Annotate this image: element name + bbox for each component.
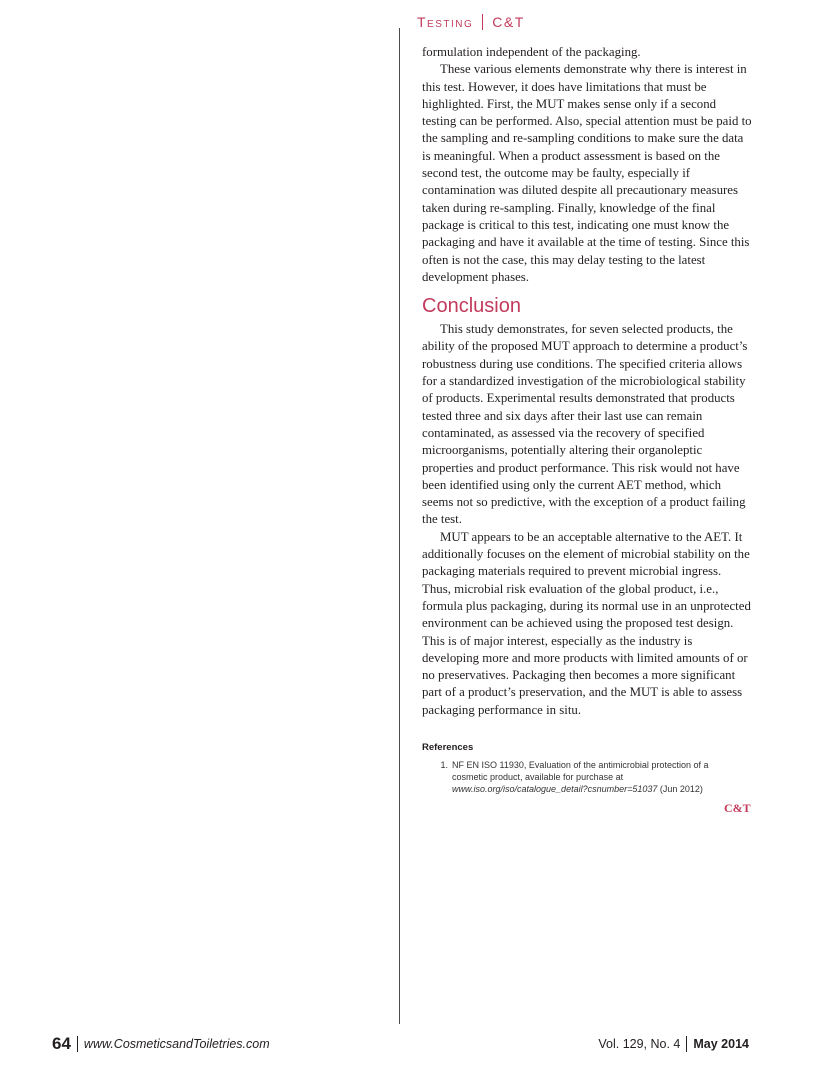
- page-number: 64: [52, 1034, 71, 1053]
- end-mark-logo: C&T: [724, 801, 751, 815]
- footer-divider: [686, 1036, 687, 1052]
- page-footer: [52, 1034, 749, 1054]
- body-paragraph: These various elements demonstrate why there is interest in this test. However, it does have limitations that must be highlighted. First, the MUT makes sense only if a second testing can be performed. Also, special attention must be paid to the sampling and re-sampling conditions to make sure the data is meaningful. When a product assessment is based on the second test, the outcome may be faulty, especially if contamination was diluted despite all precautionary measures taken during re-sampling. Finally, knowledge of the final package is critical to this test, indicating one must know the packaging and have it available at the time of testing. Since this often is not the case, this may delay testing to the latest development phases.: [422, 62, 752, 284]
- footer-date: May 2014: [693, 1037, 749, 1051]
- body-paragraph: This study demonstrates, for seven selected products, the ability of the proposed MUT approach to determine a product’s robustness during use conditions. The specified criteria allows for a standardized investigation of the microbiological stability of products. Experimental results demonstrated that products tested three and six days after their last use can remain contaminated, as assessed via the recovery of specified microorganisms, potentially altering their organoleptic properties and product performance. This risk would not have been identified using only the current AET method, which seems not so predictive, with the exception of a product failing the test.: [422, 322, 748, 527]
- running-header: [417, 11, 525, 33]
- reference-text: [452, 759, 717, 795]
- reference-number: 1.: [440, 760, 448, 771]
- article-column: [422, 44, 752, 795]
- footer-volume: Vol. 129, No. 4: [598, 1037, 681, 1051]
- body-paragraph: formulation independent of the packaging.: [422, 45, 641, 59]
- footer-divider: [77, 1036, 78, 1052]
- section-heading-conclusion: Conclusion: [422, 295, 521, 318]
- reference-link[interactable]: www.iso.org/iso/catalogue_detail?csnumber=51037: [452, 784, 658, 795]
- header-section: Testing: [417, 14, 474, 30]
- footer-website-link[interactable]: www.CosmeticsandToiletries.com: [83, 1037, 270, 1051]
- reference-date: (Jun 2012): [657, 784, 703, 795]
- reference-item: [422, 759, 752, 795]
- body-paragraph: MUT appears to be an acceptable alternative to the AET. It additionally focuses on the element of microbial stability on the packaging materials required to prevent microbial ingress. Thus, microbial risk evaluation of the global product, i.e., formula plus packaging, during its normal use in an unprotected environment can be achieved using the proposed test design. This is of major interest, especially as the industry is developing more and more products with limited amounts of or no preservatives. Packaging then becomes a more significant part of a product’s preservation, and the MUT is able to assess packaging performance in situ.: [422, 529, 751, 717]
- header-divider: [482, 14, 483, 30]
- header-brand: C&T: [492, 14, 525, 30]
- column-rule: [399, 28, 400, 1024]
- references-title: References: [422, 741, 474, 753]
- reference-body: NF EN ISO 11930, Evaluation of the antimicrobial protection of a cosmetic product, available for purchase at: [452, 760, 709, 783]
- references-section: [422, 739, 752, 795]
